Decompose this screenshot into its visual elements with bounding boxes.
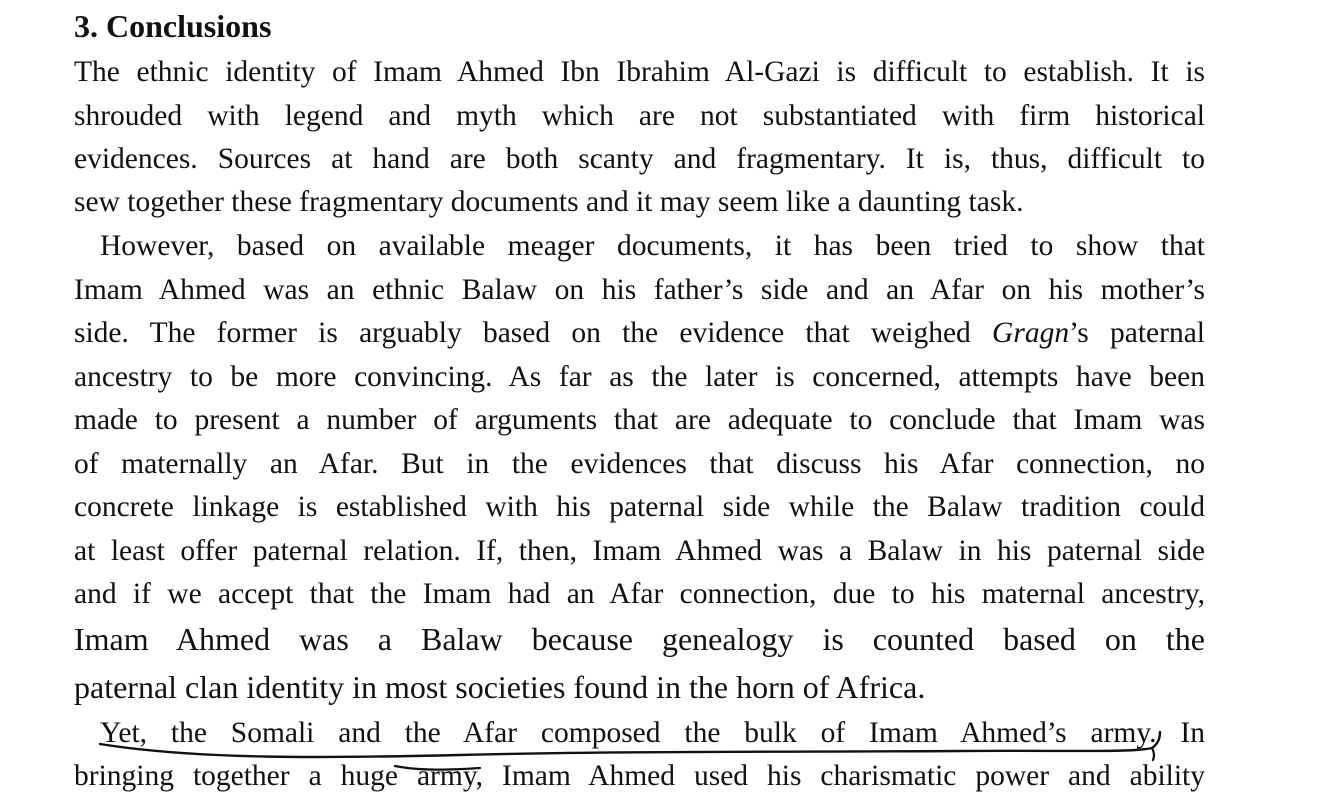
paragraph-2-line-9: and if we accept that the Imam had an Afar connection, due to his maternal ancestry, [74,578,1205,610]
paragraph-2-line-7: concrete linkage is established with his paternal side while the Balaw tradition could [74,491,1205,523]
paragraph-2-line-11: paternal clan identity in most societies found in the horn of Africa. [74,669,926,705]
paragraph-2-line-4: ancestry to be more convincing. As far as the later is concerned, attempts have been [74,361,1205,393]
paragraph-2-line-2: Imam Ahmed was an ethnic Balaw on his father’s side and an Afar on his mother’s [74,274,1205,306]
paragraph-2-line-1: However, based on available meager documents, it has been tried to show that [100,230,1205,262]
text-run: side. The former is arguably based on the evidence that weighed [74,317,993,349]
paragraph-3-line-1: Yet, the Somali and the Afar composed the bulk of Imam Ahmed’s army. In [100,717,1205,749]
paragraph-2-line-8: at least offer paternal relation. If, then, Imam Ahmed was a Balaw in his paternal side [74,535,1205,567]
paragraph-2-line-6: of maternally an Afar. But in the evidences that discuss his Afar connection, no [74,448,1205,480]
page-title: 3. Conclusions [74,8,272,44]
paragraph-1-line-1: The ethnic identity of Imam Ahmed Ibn Ibrahim Al-Gazi is difficult to establish. It is [74,56,1205,88]
paragraph-1-line-3: evidences. Sources at hand are both scanty and fragmentary. It is, thus, difficult to [74,143,1205,175]
text-run: ’s paternal [1069,317,1205,349]
italic-term: Gragn [992,317,1070,349]
paragraph-3-line-2: bringing together a huge army, Imam Ahmed used his charismatic power and ability [74,760,1205,792]
paragraph-1-line-2: shrouded with legend and myth which are not substantiated with firm historical [74,100,1205,132]
paragraph-1-line-4: sew together these fragmentary documents and it may seem like a daunting task. [74,186,1024,218]
paragraph-2-line-10: Imam Ahmed was a Balaw because genealogy is counted based on the [74,621,1205,657]
paragraph-2-line-5: made to present a number of arguments that are adequate to conclude that Imam was [74,404,1205,436]
paragraph-2-line-3 [74,316,1205,350]
